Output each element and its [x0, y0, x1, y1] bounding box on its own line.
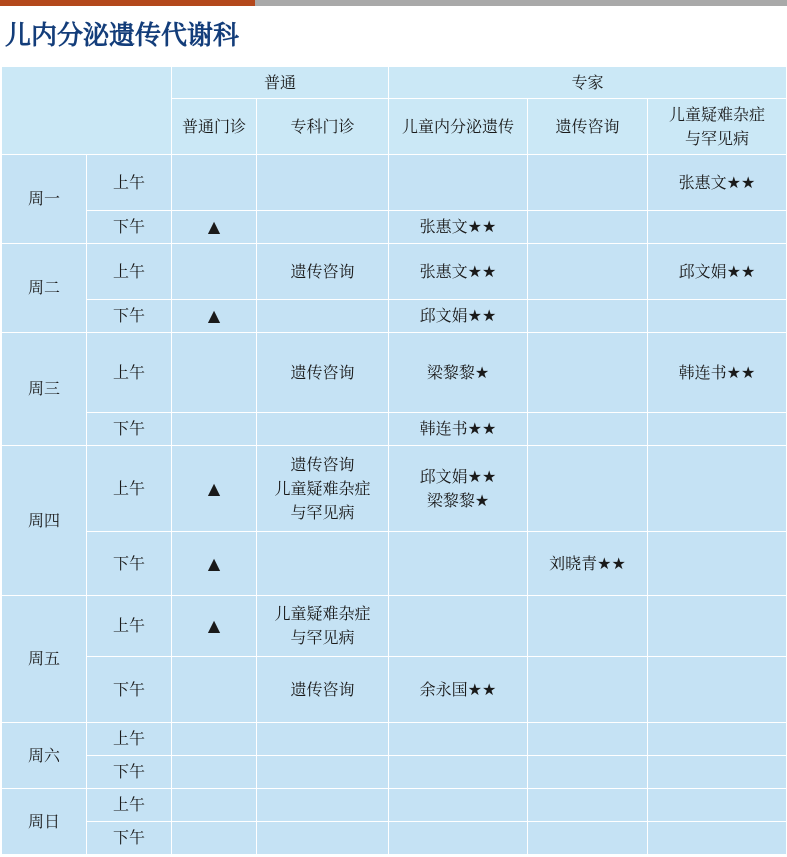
schedule-cell [389, 723, 528, 756]
schedule-cell [257, 723, 389, 756]
schedule-cell [257, 532, 389, 596]
column-header-2: 儿童内分泌遗传 [389, 99, 528, 155]
top-accent-bar-left [0, 0, 255, 6]
schedule-cell [648, 822, 787, 855]
schedule-cell [172, 789, 257, 822]
schedule-cell [389, 789, 528, 822]
group-header-general: 普通 [172, 67, 389, 99]
schedule-cell [172, 756, 257, 789]
schedule-cell [528, 723, 648, 756]
schedule-cell: ▲ [172, 446, 257, 532]
schedule-cell [389, 532, 528, 596]
day-label: 周六 [2, 723, 87, 789]
column-header-1: 专科门诊 [257, 99, 389, 155]
schedule-row [2, 333, 787, 413]
schedule-row [2, 413, 787, 446]
schedule-cell [257, 822, 389, 855]
period-label: 上午 [87, 446, 172, 532]
schedule-cell: 张惠文★★ [389, 211, 528, 244]
schedule-row [2, 596, 787, 657]
schedule-cell [389, 596, 528, 657]
day-label: 周日 [2, 789, 87, 855]
schedule-cell [257, 211, 389, 244]
schedule-cell [528, 657, 648, 723]
schedule-cell [528, 822, 648, 855]
period-label: 下午 [87, 822, 172, 855]
schedule-cell [172, 244, 257, 300]
schedule-cell [648, 723, 787, 756]
schedule-cell: ▲ [172, 532, 257, 596]
schedule-cell: 邱文娟★★ [648, 244, 787, 300]
schedule-cell: 韩连书★★ [389, 413, 528, 446]
period-label: 上午 [87, 596, 172, 657]
schedule-row [2, 211, 787, 244]
schedule-cell [172, 657, 257, 723]
period-label: 上午 [87, 723, 172, 756]
schedule-row [2, 723, 787, 756]
schedule-cell: 遗传咨询 [257, 657, 389, 723]
schedule-cell [648, 532, 787, 596]
schedule-cell [172, 723, 257, 756]
schedule-cell [648, 413, 787, 446]
schedule-cell [172, 413, 257, 446]
day-label: 周二 [2, 244, 87, 333]
day-label: 周五 [2, 596, 87, 723]
schedule-cell [528, 333, 648, 413]
schedule-cell: 儿童疑难杂症 与罕见病 [257, 596, 389, 657]
schedule-cell: 刘晓青★★ [528, 532, 648, 596]
schedule-cell [528, 789, 648, 822]
schedule-row [2, 532, 787, 596]
period-label: 上午 [87, 789, 172, 822]
schedule-cell [648, 446, 787, 532]
schedule-cell: 遗传咨询 [257, 333, 389, 413]
schedule-cell: 余永国★★ [389, 657, 528, 723]
schedule-cell [648, 300, 787, 333]
day-label: 周四 [2, 446, 87, 596]
schedule-cell [528, 596, 648, 657]
period-label: 下午 [87, 211, 172, 244]
schedule-cell [528, 756, 648, 789]
schedule-cell: 邱文娟★★ [389, 300, 528, 333]
schedule-cell [528, 300, 648, 333]
period-label: 上午 [87, 155, 172, 211]
schedule-cell: 遗传咨询 [257, 244, 389, 300]
top-accent-bar [0, 0, 787, 6]
column-header-4: 儿童疑难杂症 与罕见病 [648, 99, 787, 155]
schedule-cell [172, 822, 257, 855]
schedule-cell [528, 244, 648, 300]
schedule-cell [389, 155, 528, 211]
schedule-cell [528, 155, 648, 211]
schedule-cell [257, 756, 389, 789]
schedule-cell [528, 446, 648, 532]
schedule-row [2, 756, 787, 789]
period-label: 下午 [87, 756, 172, 789]
schedule-cell [257, 300, 389, 333]
schedule-cell: 邱文娟★★ 梁黎黎★ [389, 446, 528, 532]
schedule-cell: ▲ [172, 300, 257, 333]
day-label: 周三 [2, 333, 87, 446]
top-accent-bar-right [255, 0, 787, 6]
schedule-row [2, 446, 787, 532]
schedule-cell [389, 756, 528, 789]
column-header-3: 遗传咨询 [528, 99, 648, 155]
schedule-cell: 韩连书★★ [648, 333, 787, 413]
corner-cell [2, 67, 172, 155]
group-header-expert: 专家 [389, 67, 787, 99]
page-title: 儿内分泌遗传代谢科 [5, 21, 240, 51]
schedule-cell [172, 333, 257, 413]
schedule-cell [389, 822, 528, 855]
schedule-table [1, 66, 787, 855]
schedule-row [2, 244, 787, 300]
schedule-cell [172, 155, 257, 211]
schedule-cell [257, 413, 389, 446]
schedule-row [2, 789, 787, 822]
schedule-cell: 遗传咨询 儿童疑难杂症 与罕见病 [257, 446, 389, 532]
day-label: 周一 [2, 155, 87, 244]
schedule-cell: ▲ [172, 211, 257, 244]
schedule-cell: 张惠文★★ [389, 244, 528, 300]
schedule-cell [648, 211, 787, 244]
schedule-cell [528, 211, 648, 244]
schedule-cell [257, 789, 389, 822]
schedule-cell [648, 789, 787, 822]
schedule-row [2, 822, 787, 855]
schedule-cell [648, 657, 787, 723]
column-header-0: 普通门诊 [172, 99, 257, 155]
schedule-row [2, 657, 787, 723]
schedule-cell: 张惠文★★ [648, 155, 787, 211]
period-label: 下午 [87, 532, 172, 596]
schedule-row [2, 300, 787, 333]
schedule-cell [648, 756, 787, 789]
schedule-cell: ▲ [172, 596, 257, 657]
period-label: 下午 [87, 300, 172, 333]
period-label: 上午 [87, 333, 172, 413]
schedule-row [2, 155, 787, 211]
period-label: 上午 [87, 244, 172, 300]
period-label: 下午 [87, 657, 172, 723]
schedule-cell [648, 596, 787, 657]
schedule-cell [257, 155, 389, 211]
schedule-cell: 梁黎黎★ [389, 333, 528, 413]
period-label: 下午 [87, 413, 172, 446]
schedule-cell [528, 413, 648, 446]
